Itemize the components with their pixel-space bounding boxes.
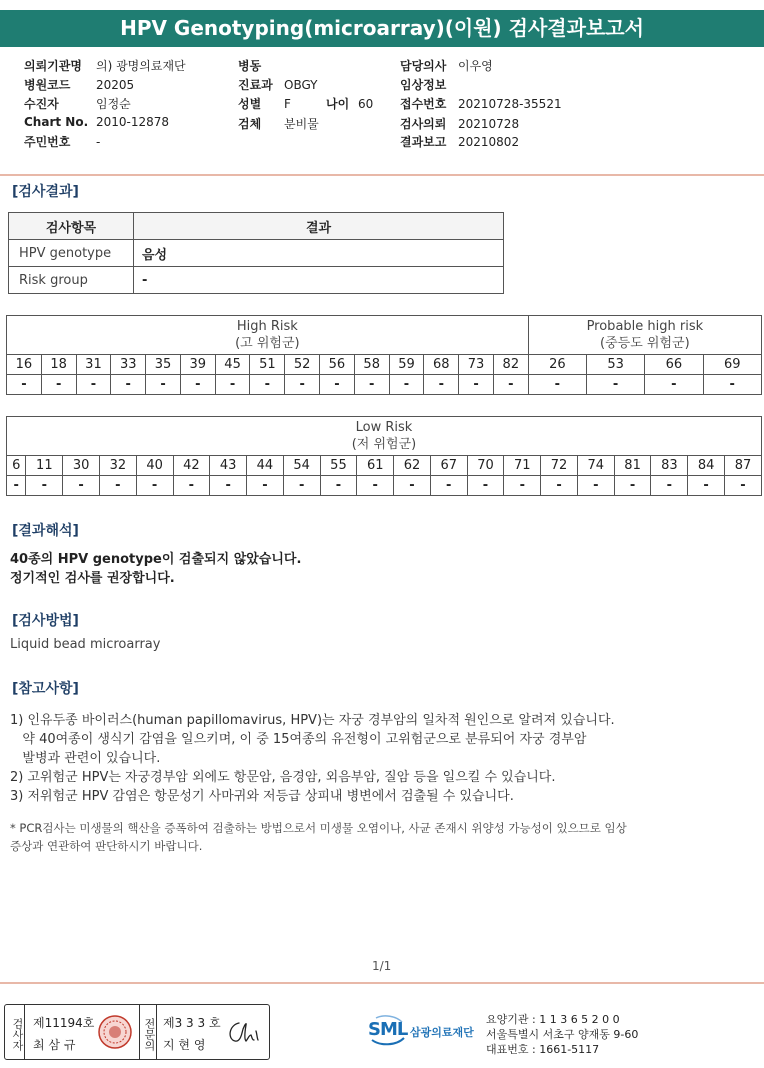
probable-risk-type-cell: 53 xyxy=(586,355,644,375)
inspector-label: 검사자 xyxy=(5,1005,25,1059)
high-risk-value-cell: - xyxy=(215,375,250,395)
low-risk-value-cell: - xyxy=(99,476,136,496)
section-method-title: [검사방법] xyxy=(12,613,79,629)
low-risk-value-cell: - xyxy=(504,476,541,496)
org-logo xyxy=(366,1010,486,1050)
low-risk-type-cell: 55 xyxy=(320,456,357,476)
note-line: 약 40여종이 생식기 감염을 일으키며, 이 중 15여종의 유전형이 고위험군으로 분류되어 자궁 경부암 xyxy=(10,732,587,747)
low-risk-value-cell: - xyxy=(614,476,651,496)
probable-risk-value-cell: - xyxy=(586,375,644,395)
high-risk-type-cell: 51 xyxy=(250,355,285,375)
signature-mark xyxy=(225,1017,261,1047)
info-value: 2010-12878 xyxy=(96,115,170,129)
probable-risk-value-cell: - xyxy=(528,375,586,395)
low-risk-type-cell: 84 xyxy=(688,456,725,476)
probable-risk-type-cell: 66 xyxy=(645,355,703,375)
low-risk-title: Low Risk xyxy=(355,420,413,435)
high-risk-value-cell: - xyxy=(76,375,111,395)
info-value: 20210728 xyxy=(458,117,520,131)
low-risk-table xyxy=(6,416,762,496)
low-risk-value-cell: - xyxy=(136,476,173,496)
low-risk-type-cell: 11 xyxy=(26,456,63,476)
doctor-license: 제3 3 3 호 xyxy=(163,1016,221,1030)
low-risk-type-cell: 6 xyxy=(7,456,26,476)
high-risk-type-cell: 31 xyxy=(76,355,111,375)
high-risk-value-cell: - xyxy=(250,375,285,395)
low-risk-type-cell: 62 xyxy=(394,456,431,476)
org-name: 삼광의료재단 xyxy=(410,1026,474,1039)
probable-high-risk-header xyxy=(528,316,761,355)
section-result-title: [검사결과] xyxy=(12,184,79,200)
high-risk-table xyxy=(6,315,762,395)
signature-box xyxy=(4,1004,270,1060)
low-risk-type-cell: 43 xyxy=(210,456,247,476)
low-risk-type-cell: 81 xyxy=(614,456,651,476)
high-risk-type-cell: 68 xyxy=(424,355,459,375)
result-item-risk-group: Risk group xyxy=(9,267,134,294)
info-field xyxy=(400,115,519,132)
high-risk-value-cell: - xyxy=(146,375,181,395)
probable-risk-type-cell: 26 xyxy=(528,355,586,375)
info-field xyxy=(238,57,284,74)
info-label: 성별 xyxy=(238,97,262,111)
high-risk-type-cell: 33 xyxy=(111,355,146,375)
info-label: 병동 xyxy=(238,59,262,73)
low-risk-value-cell: - xyxy=(7,476,26,496)
low-risk-value-cell: - xyxy=(320,476,357,496)
info-value: - xyxy=(96,135,101,149)
low-risk-type-cell: 74 xyxy=(577,456,614,476)
result-header-item: 검사항목 xyxy=(9,213,134,240)
org-license: 요양기관 : 1 1 3 6 5 2 0 0 xyxy=(486,1013,620,1026)
low-risk-value-cell: - xyxy=(541,476,578,496)
info-label: 진료과 xyxy=(238,78,273,92)
low-risk-value-cell: - xyxy=(651,476,688,496)
info-value: 의) 광명의료재단 xyxy=(96,59,186,73)
high-risk-type-cell: 59 xyxy=(389,355,424,375)
high-risk-value-cell: - xyxy=(41,375,76,395)
high-risk-type-cell: 82 xyxy=(493,355,528,375)
footnote-line: 증상과 연관하여 판단하시기 바랍니다. xyxy=(10,839,203,853)
info-value: 20210728-35521 xyxy=(458,97,562,111)
low-risk-type-cell: 70 xyxy=(467,456,504,476)
low-risk-value-cell: - xyxy=(210,476,247,496)
low-risk-type-cell: 87 xyxy=(724,456,761,476)
low-risk-header xyxy=(7,417,762,456)
low-risk-value-cell: - xyxy=(430,476,467,496)
high-risk-type-cell: 39 xyxy=(180,355,215,375)
high-risk-title: High Risk xyxy=(236,319,298,334)
info-label: 검사의뢰 xyxy=(400,117,447,131)
info-value: F xyxy=(284,97,291,111)
info-label: 수진자 xyxy=(24,97,59,111)
low-risk-type-cell: 32 xyxy=(99,456,136,476)
page-number: 1/1 xyxy=(372,959,392,973)
info-field xyxy=(24,76,134,93)
divider-top xyxy=(0,174,764,176)
info-label: 병원코드 xyxy=(24,78,71,92)
probable-high-risk-title: Probable high risk xyxy=(586,319,704,334)
low-risk-value-cell: - xyxy=(577,476,614,496)
high-risk-subtitle: (고 위험군) xyxy=(235,336,300,351)
high-risk-header xyxy=(7,316,529,355)
probable-risk-value-cell: - xyxy=(703,375,761,395)
high-risk-type-cell: 35 xyxy=(146,355,181,375)
low-risk-type-cell: 71 xyxy=(504,456,541,476)
low-risk-value-cell: - xyxy=(26,476,63,496)
note-line: 3) 저위험군 HPV 감염은 항문성기 사마귀와 저등급 상피내 병변에서 검출될 수 있습니다. xyxy=(10,789,514,804)
info-field xyxy=(24,57,186,74)
info-value: 임정순 xyxy=(96,97,131,111)
interpretation-line-1: 40종의 HPV genotype이 검출되지 않았습니다. xyxy=(10,552,302,567)
info-field xyxy=(24,133,100,150)
result-value-risk-group: - xyxy=(134,267,504,294)
inspector-license: 제11194호 xyxy=(33,1016,95,1030)
info-field xyxy=(400,95,562,112)
info-field xyxy=(400,57,493,74)
low-risk-type-cell: 30 xyxy=(63,456,100,476)
low-risk-type-cell: 40 xyxy=(136,456,173,476)
low-risk-type-cell: 42 xyxy=(173,456,210,476)
footnote xyxy=(10,819,627,855)
org-address: 서울특별시 서초구 양재동 9-60 xyxy=(486,1028,639,1041)
report-title: HPV Genotyping(microarray)(이원) 검사결과보고서 xyxy=(0,10,764,47)
info-field xyxy=(238,115,319,132)
low-risk-type-cell: 83 xyxy=(651,456,688,476)
high-risk-value-cell: - xyxy=(285,375,320,395)
logo-text: SML xyxy=(368,1019,408,1040)
high-risk-type-cell: 16 xyxy=(7,355,42,375)
low-risk-type-cell: 44 xyxy=(247,456,284,476)
result-header-value: 결과 xyxy=(134,213,504,240)
note-line: 1) 인유두종 바이러스(human papillomavirus, HPV)는 자궁 경부암의 일차적 원인으로 알려져 있습니다. xyxy=(10,713,615,728)
info-label: Chart No. xyxy=(24,115,89,129)
high-risk-value-cell: - xyxy=(459,375,494,395)
result-table xyxy=(8,212,504,294)
low-risk-value-cell: - xyxy=(283,476,320,496)
low-risk-value-cell: - xyxy=(394,476,431,496)
low-risk-type-cell: 72 xyxy=(541,456,578,476)
low-risk-type-cell: 61 xyxy=(357,456,394,476)
low-risk-value-cell: - xyxy=(247,476,284,496)
info-field xyxy=(400,76,458,93)
section-notes-title: [참고사항] xyxy=(12,681,79,697)
info-field-age xyxy=(326,95,373,112)
note-line: 2) 고위험군 HPV는 자궁경부암 외에도 항문암, 음경암, 외음부암, 질암 등을 일으킬 수 있습니다. xyxy=(10,770,556,785)
high-risk-value-cell: - xyxy=(320,375,355,395)
info-label: 담당의사 xyxy=(400,59,447,73)
method-text: Liquid bead microarray xyxy=(10,637,161,652)
info-value: 20205 xyxy=(96,78,135,92)
info-label: 의뢰기관명 xyxy=(24,59,82,73)
footnote-line: * PCR검사는 미생물의 핵산을 증폭하여 검출하는 방법으로서 미생물 오염이나, 사균 존재시 위양성 가능성이 있으므로 임상 xyxy=(10,821,627,835)
info-field xyxy=(24,95,131,112)
info-field xyxy=(238,76,318,93)
high-risk-type-cell: 52 xyxy=(285,355,320,375)
low-risk-value-cell: - xyxy=(63,476,100,496)
low-risk-value-cell: - xyxy=(173,476,210,496)
low-risk-value-cell: - xyxy=(688,476,725,496)
low-risk-value-cell: - xyxy=(357,476,394,496)
high-risk-value-cell: - xyxy=(493,375,528,395)
info-label: 접수번호 xyxy=(400,97,447,111)
high-risk-type-cell: 18 xyxy=(41,355,76,375)
doctor-label: 전문의 xyxy=(139,1005,157,1059)
low-risk-value-cell: - xyxy=(724,476,761,496)
high-risk-type-cell: 73 xyxy=(459,355,494,375)
info-field xyxy=(24,115,169,129)
section-interpretation-title: [결과해석] xyxy=(12,523,79,539)
result-item-genotype: HPV genotype xyxy=(9,240,134,267)
divider-bottom xyxy=(0,982,764,984)
info-value: 20210802 xyxy=(458,135,520,149)
info-label: 임상정보 xyxy=(400,78,447,92)
high-risk-type-cell: 58 xyxy=(354,355,389,375)
info-value: 이우영 xyxy=(458,59,493,73)
high-risk-value-cell: - xyxy=(111,375,146,395)
low-risk-value-cell: - xyxy=(467,476,504,496)
result-value-genotype: 음성 xyxy=(134,240,504,267)
low-risk-type-cell: 67 xyxy=(430,456,467,476)
info-field xyxy=(400,133,519,150)
probable-high-risk-subtitle: (중등도 위험군) xyxy=(600,336,690,351)
high-risk-type-cell: 56 xyxy=(320,355,355,375)
high-risk-type-cell: 45 xyxy=(215,355,250,375)
info-value: OBGY xyxy=(284,78,318,92)
low-risk-subtitle: (저 위험군) xyxy=(351,437,417,452)
high-risk-value-cell: - xyxy=(389,375,424,395)
probable-risk-type-cell: 69 xyxy=(703,355,761,375)
high-risk-value-cell: - xyxy=(7,375,42,395)
inspector-name: 최 삼 규 xyxy=(33,1038,76,1052)
high-risk-value-cell: - xyxy=(180,375,215,395)
info-label: 주민번호 xyxy=(24,135,71,149)
high-risk-value-cell: - xyxy=(424,375,459,395)
age-value: 60 xyxy=(358,97,374,111)
info-label: 결과보고 xyxy=(400,135,447,149)
probable-risk-value-cell: - xyxy=(645,375,703,395)
age-label: 나이 xyxy=(326,97,350,111)
info-field xyxy=(238,95,291,112)
notes-list xyxy=(10,711,615,806)
high-risk-value-cell: - xyxy=(354,375,389,395)
info-value: 분비물 xyxy=(284,117,319,131)
low-risk-type-cell: 54 xyxy=(283,456,320,476)
red-seal-stamp xyxy=(97,1014,133,1050)
info-label: 검체 xyxy=(238,117,262,131)
interpretation-line-2: 정기적인 검사를 권장합니다. xyxy=(10,571,175,586)
org-phone: 대표번호 : 1661-5117 xyxy=(486,1043,600,1056)
note-line: 발병과 관련이 있습니다. xyxy=(10,751,161,766)
doctor-name: 지 현 영 xyxy=(163,1038,206,1052)
